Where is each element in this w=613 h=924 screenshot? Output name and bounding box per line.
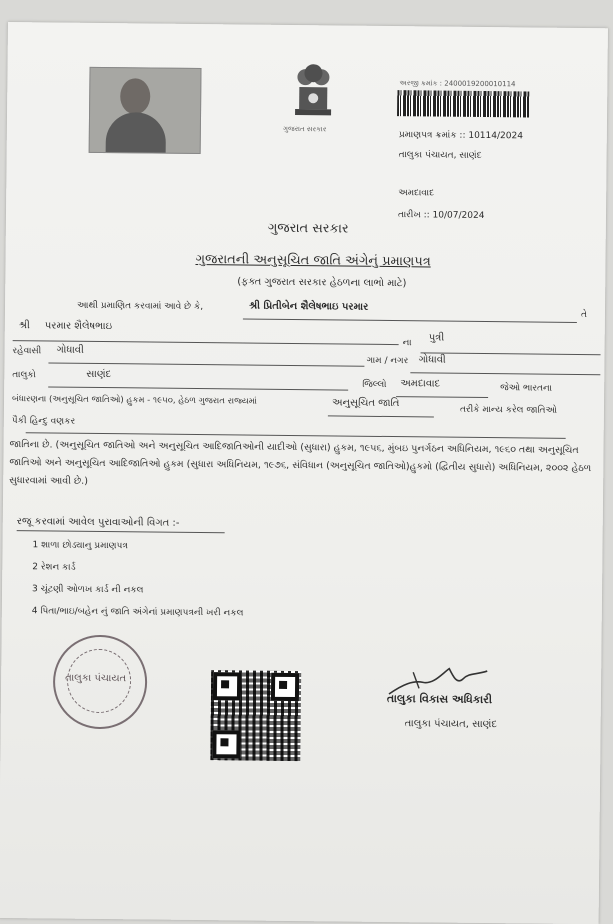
issuing-office: તાલુકા પંચાયત, સાણંદ <box>398 150 482 161</box>
certificate-page <box>0 22 608 924</box>
na-label: ના <box>402 338 412 349</box>
government-title: ગુજરાત સરકાર <box>267 220 349 237</box>
signatory-office: તાલુકા પંચાયત, સાણંદ <box>404 718 498 731</box>
relation-line <box>421 352 601 355</box>
issuing-city: અમદાવાદ <box>398 188 435 199</box>
resident-value: ગોધાવી <box>56 344 84 356</box>
documents-heading-underline <box>17 530 225 533</box>
photo-body <box>106 112 166 153</box>
emblem-caption: ગુજરાત સરકાર <box>282 124 327 134</box>
applicant-photo <box>89 67 202 154</box>
district-label: જિલ્લો <box>362 379 387 390</box>
taluka-label: તાલુકો <box>12 370 36 381</box>
issue-date: તારીખ :: 10/07/2024 <box>397 210 485 221</box>
taluka-line <box>48 386 348 390</box>
qr-code <box>210 670 301 761</box>
order-text: બંધારણના (અનુસૂચિત જાતિઓ) હુકમ - ૧૯૫૦, હેઠળ ગુજરાત રાજ્યમાં <box>11 394 257 407</box>
certificate-number: પ્રમાણપત્ર ક્રમાંક :: 10114/2024 <box>398 130 523 142</box>
barcode <box>397 90 529 117</box>
document-item: 2 રેશન કાર્ડ <box>32 562 76 573</box>
document-item: 4 પિતા/ભાઇ/બહેન નું જાતિ અંગેનાં પ્રમાણપત્રની ખરી નકલ <box>31 606 244 619</box>
document-item: 1 શાળા છોડ્યાનુ પ્રમાણપત્ર <box>32 540 128 552</box>
resident-label: રહેવાસી <box>12 346 42 357</box>
village-label: ગામ / નગર <box>366 355 409 367</box>
certificate-heading: ગુજરાતની અનુસૂચિત જાતિ અંગેનું પ્રમાણપત્ર <box>195 251 431 270</box>
resident-line <box>48 362 364 366</box>
document-item: 3 ચૂંટણી ઓળખ કાર્ડ ની નકલ <box>32 584 144 596</box>
taluka-value: સાણંદ <box>86 368 112 381</box>
qr-finder-top-left <box>213 672 241 700</box>
country-label: જેઓ ભારતના <box>500 383 553 394</box>
relation: પુત્રી <box>428 332 445 344</box>
district-line <box>396 396 488 398</box>
certify-prefix: આથી પ્રમાણિત કરવામાં આવે છે કે, <box>76 300 204 313</box>
shri-prefix: શ્રી <box>18 320 30 332</box>
caste-category-line <box>328 415 434 417</box>
seal-text: તાલુકા પંચાયત <box>65 672 127 685</box>
certificate-subheading: (ફક્ત ગુજરાત સરકાર હેઠળના લાભો માટે) <box>237 276 407 290</box>
qr-finder-bottom-left <box>212 730 240 758</box>
applicant-name: શ્રી પ્રિતીબેન શૈલેષભાઇ પરમાર <box>248 300 369 313</box>
father-name: પરમાર શૈલેષભાઇ <box>44 320 113 333</box>
documents-heading: રજૂ કરવામાં આવેલ પુરાવાઓની વિગત :- <box>16 516 180 529</box>
legal-paragraph: જાતિના છે. (અનુસૂચિત જાતિઓ અને અનુસૂચિત આદિજાતિઓની યાદીઓ (સુધારા) હુકમ, ૧૯૫૬, મુંબઇ પુનર્ગઠન અધિનિયમ, ૧૯૬૦ તથા અનુસૂચિત જાતિઓ અને અનુસૂચિત આદિજાતિઓ હુકમ (સુધારા અધિનિયમ, ૧૯૭૬, સંવિધાન (અનુસૂચિત જાતિઓ)હુકમો (દ્વિતીય સુધારો) અધિનિયમ, ૨૦૦૨ હેઠળ સુધારવામાં આવી છે.) <box>9 439 592 487</box>
qr-finder-top-right <box>271 673 299 701</box>
caste-prefix: પૈકી <box>11 416 27 427</box>
signatory-title: તાલુકા વિકાસ અધિકારી <box>386 692 493 707</box>
caste-value: હિન્દુ વણકર <box>29 416 76 427</box>
village-value: ગોધાવી <box>418 354 446 366</box>
application-number: અરજી ક્રમાંક : 2400019200010114 <box>399 79 516 89</box>
district-value: અમદાવાદ <box>400 378 441 390</box>
caste-category: અનુસૂચિત જાતિ <box>331 397 400 410</box>
te-suffix: તે <box>580 310 587 321</box>
state-emblem-icon <box>285 61 342 122</box>
applicant-name-line <box>243 318 577 322</box>
order-suffix: તરીકે માન્ય કરેલ જાતિઓ <box>459 404 557 416</box>
photo-face <box>120 78 150 114</box>
village-line <box>410 372 600 375</box>
official-seal <box>53 635 148 730</box>
